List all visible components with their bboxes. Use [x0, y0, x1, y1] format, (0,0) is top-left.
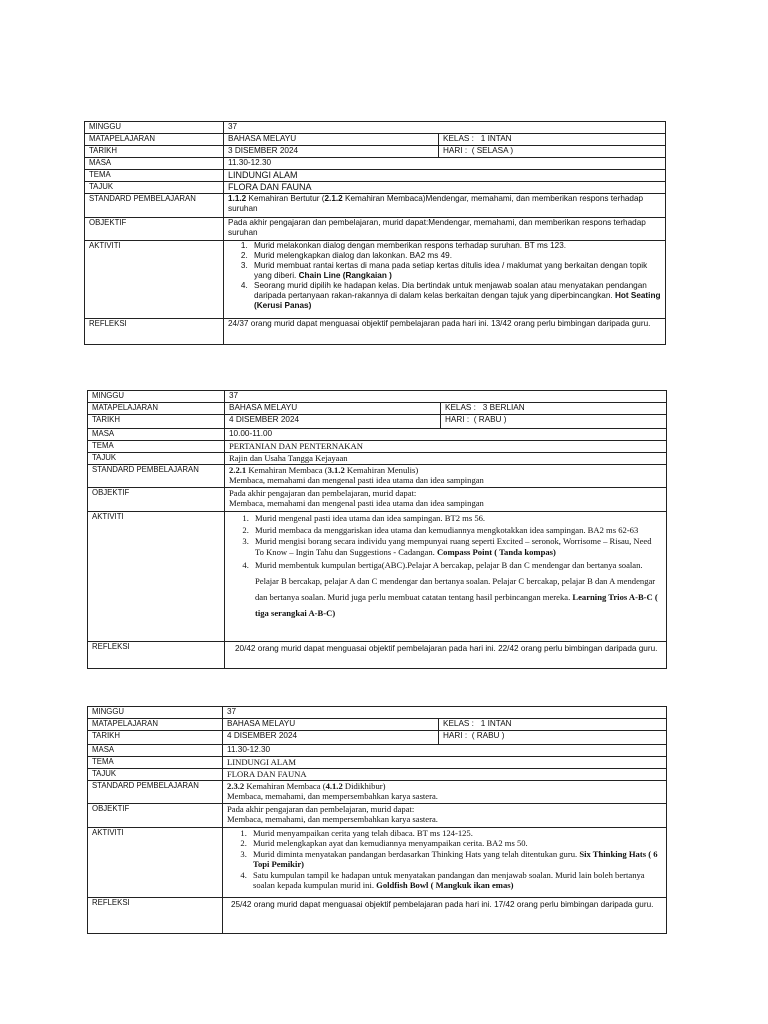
- value-objektif: Pada akhir pengajaran dan pembelajaran, murid dapat: Membaca, memahami dan mengenal pasti idea utama dan idea sampingan: [225, 488, 667, 512]
- standard-text-3: Mendengar, memahami, dan memberikan respons terhadap suruhan: [228, 194, 644, 213]
- label-refleksi: REFLEKSI: [88, 642, 225, 669]
- standard-code-2: 2.1.2: [324, 194, 343, 203]
- label-tema: TEMA: [88, 441, 225, 453]
- label-tarikh: TARIKH: [88, 415, 225, 429]
- activity-list: [228, 241, 661, 311]
- label-tema: TEMA: [85, 170, 224, 182]
- label-tema: TEMA: [88, 757, 223, 769]
- value-minggu: 37: [224, 122, 666, 134]
- hari-cell: [439, 146, 666, 158]
- value-tema: LINDUNGI ALAM: [223, 757, 667, 769]
- value-matapelajaran: BAHASA MELAYU: [225, 403, 441, 415]
- value-aktiviti: [223, 828, 667, 898]
- value-refleksi: 20/42 orang murid dapat menguasai objektif pembelajaran pada hari ini. 22/42 orang perlu bimbingan daripada guru.: [225, 642, 667, 669]
- label-masa: MASA: [88, 429, 225, 441]
- label-tajuk: TAJUK: [88, 769, 223, 781]
- value-standard: [224, 194, 666, 218]
- label-aktiviti: AKTIVITI: [88, 512, 225, 642]
- activity-strategy: Compass Point ( Tanda kompas): [436, 546, 556, 557]
- hari-cell: [441, 415, 667, 429]
- label-minggu: MINGGU: [85, 122, 224, 134]
- label-matapelajaran: MATAPELAJARAN: [85, 134, 224, 146]
- activity-strategy: Goldfish Bowl ( Mangkuk ikan emas): [376, 880, 514, 891]
- value-tajuk: FLORA DAN FAUNA: [224, 182, 666, 194]
- value-hari: ( RABU ): [471, 731, 505, 740]
- value-masa: 11.30-12.30: [224, 158, 666, 170]
- value-objektif: Pada akhir pengajaran dan pembelajaran, murid dapat: Membaca, memahami, dan mempersembahkan karya sastera.: [223, 804, 667, 828]
- activity-strategy: Six Thinking Hats ( 6 Topi Pemikir): [253, 848, 658, 870]
- activity-strategy: Hot Seating (Kerusi Panas): [254, 291, 661, 310]
- label-masa: MASA: [88, 745, 223, 757]
- value-tajuk: FLORA DAN FAUNA: [223, 769, 667, 781]
- label-kelas: KELAS :: [445, 403, 476, 412]
- activity-item: 1. Murid menyampaikan cerita yang telah dibaca. BT ms 124-125.: [249, 828, 662, 838]
- hari-cell: [439, 731, 667, 745]
- label-refleksi: REFLEKSI: [88, 898, 223, 934]
- standard-text-3: Membaca, memahami dan mengenal pasti idea utama dan idea sampingan: [229, 475, 484, 486]
- activity-item: 1. Murid mengenal pasti idea utama dan idea sampingan. BT2 ms 56.: [251, 512, 662, 525]
- value-masa: 11.30-12.30: [223, 745, 667, 757]
- label-standard: STANDARD PEMBELAJARAN: [88, 781, 223, 804]
- label-matapelajaran: MATAPELAJARAN: [88, 719, 223, 731]
- standard-code-1: 2.3.2: [227, 781, 245, 791]
- standard-text-2: Kemahiran Membaca): [342, 194, 426, 203]
- standard-code-2: 3.1.2: [327, 465, 345, 475]
- lesson-plan-table-3: [87, 706, 667, 934]
- label-minggu: MINGGU: [88, 707, 223, 719]
- kelas-cell: [439, 134, 666, 146]
- value-minggu: 37: [225, 391, 667, 403]
- value-kelas: 3 BERLIAN: [482, 403, 525, 412]
- value-refleksi: 24/37 orang murid dapat menguasai objektif pembelajaran pada hari ini. 13/42 orang perlu bimbingan daripada guru.: [224, 319, 666, 345]
- activity-item: 2. Murid membaca da menggariskan idea utama dan kemudiannya mengkotakkan idea sampingan. BA2 ms 62-63: [251, 525, 662, 536]
- label-matapelajaran: MATAPELAJARAN: [88, 403, 225, 415]
- label-standard: STANDARD PEMBELAJARAN: [88, 465, 225, 488]
- standard-code-1: 2.2.1: [229, 465, 247, 475]
- value-tarikh: 4 DISEMBER 2024: [225, 415, 441, 429]
- standard-code-2: 4.1.2: [325, 781, 343, 791]
- lesson-plan-table-1: [84, 121, 666, 345]
- label-masa: MASA: [85, 158, 224, 170]
- activity-list: [229, 512, 662, 622]
- value-tarikh: 4 DISEMBER 2024: [223, 731, 439, 745]
- standard-text-2: Kemahiran Menulis): [344, 465, 419, 475]
- standard-text-1: Kemahiran Membaca (: [244, 781, 326, 791]
- value-masa: 10.00-11.00: [225, 429, 667, 441]
- value-kelas: 1 INTAN: [480, 719, 512, 728]
- value-standard: [223, 781, 667, 804]
- label-tarikh: TARIKH: [88, 731, 223, 745]
- standard-text-1: Kemahiran Bertutur (: [246, 194, 325, 203]
- value-hari: ( SELASA ): [471, 146, 514, 155]
- value-refleksi: 25/42 orang murid dapat menguasai objektif pembelajaran pada hari ini. 17/42 orang perlu bimbingan daripada guru.: [223, 898, 667, 934]
- activity-item: 4. Murid membentuk kumpulan bertiga(ABC).Pelajar A bercakap, pelajar B dan C mendengar dan bertanya soalan. Pelajar B bercakap, pelajar A dan C mendengar dan bertanya soalan. Pelajar C bercakap, pelajar B dan A mendengar dan bertanya soalan. Murid juga perlu membuat catatan tentang hasil perbincangan mereka. Learning Trios A-B-C ( tiga serangkai A-B-C): [251, 558, 662, 622]
- value-aktiviti: [224, 241, 666, 319]
- value-tema: PERTANIAN DAN PENTERNAKAN: [225, 441, 667, 453]
- value-minggu: 37: [223, 707, 667, 719]
- activity-item: 1. Murid melakonkan dialog dengan memberikan respons terhadap suruhan. BT ms 123.: [250, 241, 661, 251]
- value-aktiviti: [225, 512, 667, 642]
- standard-code-1: 1.1.2: [228, 194, 247, 203]
- label-hari: HARI :: [443, 731, 468, 740]
- activity-item: 3. Murid diminta menyatakan pandangan berdasarkan Thinking Hats yang telah ditentukan guru. Six Thinking Hats ( 6 Topi Pemikir): [249, 849, 662, 870]
- standard-text-2: Didikhibur): [342, 781, 386, 791]
- value-kelas: 1 INTAN: [480, 134, 512, 143]
- value-tajuk: Rajin dan Usaha Tangga Kejayaan: [225, 453, 667, 465]
- kelas-cell: [439, 719, 667, 731]
- label-tajuk: TAJUK: [88, 453, 225, 465]
- activity-item: 4. Seorang murid dipilih ke hadapan kelas. Dia bertindak untuk menjawab soalan atau menyatakan pendangan daripada pertanyaan rakan-rakannya di dalam kelas berkaitan dengan tajuk yang diperbincangkan. Hot Seating (Kerusi Panas): [250, 281, 661, 311]
- activity-strategy: Learning Trios A-B-C ( tiga serangkai A-B-C): [255, 591, 658, 618]
- activity-item: 2. Murid melengkapkan ayat dan kemudiannya menyampaikan cerita. BA2 ms 50.: [249, 838, 662, 848]
- label-hari: HARI :: [443, 146, 468, 155]
- label-objektif: OBJEKTIF: [88, 488, 225, 512]
- label-minggu: MINGGU: [88, 391, 225, 403]
- activity-item: 3. Murid membuat rantai kertas di mana pada setiap kertas ditulis idea / maklumat yang berkaitan dengan topik yang diberi. Chain Line (Rangkaian ): [250, 261, 661, 281]
- label-objektif: OBJEKTIF: [85, 218, 224, 241]
- label-aktiviti: AKTIVITI: [85, 241, 224, 319]
- activity-strategy: Chain Line (Rangkaian ): [298, 271, 392, 280]
- label-tajuk: TAJUK: [85, 182, 224, 194]
- label-tarikh: TARIKH: [85, 146, 224, 158]
- label-objektif: OBJEKTIF: [88, 804, 223, 828]
- standard-text-3: Membaca, memahami, dan mempersembahkan karya sastera.: [227, 791, 438, 802]
- value-matapelajaran: BAHASA MELAYU: [224, 134, 439, 146]
- value-hari: ( RABU ): [473, 415, 507, 424]
- label-kelas: KELAS :: [443, 719, 474, 728]
- value-matapelajaran: BAHASA MELAYU: [223, 719, 439, 731]
- activity-list: [227, 828, 662, 891]
- value-tema: LINDUNGI ALAM: [224, 170, 666, 182]
- label-refleksi: REFLEKSI: [85, 319, 224, 345]
- lesson-plan-table-2: [87, 390, 667, 669]
- kelas-cell: [441, 403, 667, 415]
- activity-item: 2. Murid melengkapkan dialog dan lakonkan. BA2 ms 49.: [250, 251, 661, 261]
- label-aktiviti: AKTIVITI: [88, 828, 223, 898]
- value-tarikh: 3 DISEMBER 2024: [224, 146, 439, 158]
- standard-text-1: Kemahiran Membaca (: [246, 465, 328, 475]
- activity-item: 3. Murid mengisi borang secara individu yang mempunyai ruang seperti Excited – seronok, Worrisome – Risau, Need To Know – Ingin Tahu dan Suggestions - Cadangan. Compass Point ( Tanda kompas): [251, 536, 662, 558]
- label-hari: HARI :: [445, 415, 470, 424]
- label-standard: STANDARD PEMBELAJARAN: [85, 194, 224, 218]
- activity-item: 4. Satu kumpulan tampil ke hadapan untuk menyatakan pandangan dan menjawab soalan. Murid lain boleh bertanya soalan kepada kumpulan murid ini. Goldfish Bowl ( Mangkuk ikan emas): [249, 870, 662, 891]
- value-objektif: Pada akhir pengajaran dan pembelajaran, murid dapat:Mendengar, memahami, dan memberikan respons terhadap suruhan: [224, 218, 666, 241]
- value-standard: [225, 465, 667, 488]
- label-kelas: KELAS :: [443, 134, 474, 143]
